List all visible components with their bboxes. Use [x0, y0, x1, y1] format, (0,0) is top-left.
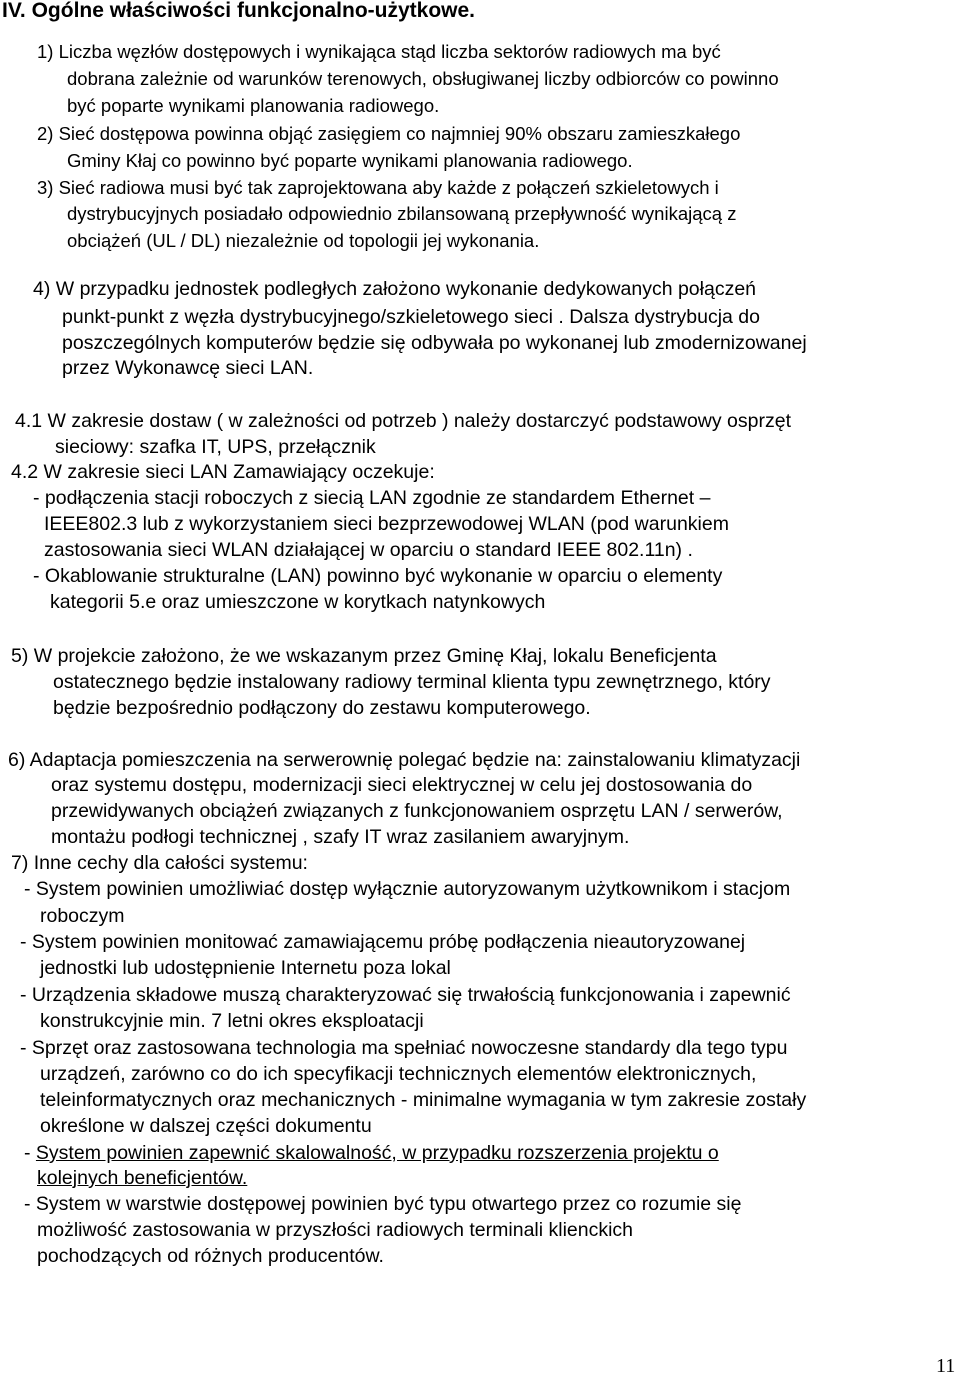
item-2-line-2: Gminy Kłaj co powinno być poparte wynikami planowania radiowego.	[67, 150, 633, 171]
item-5-line-3: będzie bezpośrednio podłączony do zestawu komputerowego.	[53, 697, 591, 719]
item-7-line-7: konstrukcyjnie min. 7 letni okres eksploatacji	[40, 1010, 424, 1032]
item-4-1-line-1: 4.1 W zakresie dostaw ( w zależności od potrzeb ) należy dostarczyć podstawowy osprzęt	[15, 410, 792, 432]
item-7-line-11: określone w dalszej części dokumentu	[40, 1115, 372, 1137]
item-7-line-5: jednostki lub udostępnienie Internetu poza lokal	[40, 957, 451, 979]
item-7-line-6: - Urządzenia składowe muszą charakteryzować się trwałością funkcjonowania i zapewnić	[20, 984, 791, 1006]
item-5-line-2: ostatecznego będzie instalowany radiowy terminal klienta typu zewnętrznego, który	[53, 671, 771, 693]
item-4-2-line-1: 4.2 W zakresie sieci LAN Zamawiający oczekuje:	[11, 461, 435, 483]
item-7-line-10: teleinformatycznych oraz mechanicznych - minimalne wymagania w tym zakresie zostały	[40, 1089, 807, 1111]
item-3-line-1: 3) Sieć radiowa musi być tak zaprojektowana aby każde z połączeń szkieletowych i	[37, 177, 719, 198]
item-4-line-3: poszczególnych komputerów będzie się odbywała po wykonanej lub zmodernizowanej	[62, 332, 807, 354]
item-2-line-1: 2) Sieć dostępowa powinna objąć zasięgiem co najmniej 90% obszaru zamieszkałego	[37, 123, 741, 144]
item-4-line-2: punkt-punkt z węzła dystrybucyjnego/szkieletowego sieci . Dalsza dystrybucja do	[62, 306, 761, 328]
item-7-line-13: kolejnych beneficjentów.	[37, 1167, 248, 1189]
section-title: IV. Ogólne właściwości funkcjonalno-użytkowe.	[2, 0, 475, 22]
item-4-2-line-4: zastosowania sieci WLAN działającej w oparciu o standard IEEE 802.11n) .	[44, 539, 693, 561]
item-7-line-15: możliwość zastosowania w przyszłości radiowych terminali klienckich	[37, 1219, 634, 1241]
page-number: 11	[936, 1355, 956, 1377]
item-4-line-1: 4) W przypadku jednostek podległych założono wykonanie dedykowanych połączeń	[33, 278, 757, 300]
item-7-heading: 7) Inne cechy dla całości systemu:	[11, 852, 308, 874]
item-1-line-3: być poparte wynikami planowania radiowego.	[67, 95, 440, 116]
item-7-underlined-requirement: System powinien zapewnić skalowalność, w przypadku rozszerzenia projektu o	[35, 1142, 719, 1164]
item-3-line-3: obciążeń (UL / DL) niezależnie od topologii jej wykonania.	[67, 230, 540, 251]
item-3-line-2: dystrybucyjnych posiadało odpowiednio zbilansowaną przepływność wynikającą z	[67, 203, 737, 224]
item-6-line-2: oraz systemu dostępu, modernizacji sieci elektrycznej w celu jej dostosowania do	[51, 774, 753, 796]
item-4-2-line-6: kategorii 5.e oraz umieszczone w korytkach natynkowych	[50, 591, 546, 613]
item-4-1-line-2: sieciowy: szafka IT, UPS, przełącznik	[55, 436, 376, 458]
item-1-line-1: 1) Liczba węzłów dostępowych i wynikająca stąd liczba sektorów radiowych ma być	[37, 41, 721, 62]
item-6-line-4: montażu podłogi technicznej , szafy IT wraz zasilaniem awaryjnym.	[51, 826, 630, 848]
item-4-2-line-5: - Okablowanie strukturalne (LAN) powinno być wykonanie w oparciu o elementy	[33, 565, 723, 587]
item-7-line-8: - Sprzęt oraz zastosowana technologia ma spełniać nowoczesne standardy dla tego typu	[20, 1037, 788, 1059]
item-4-2-line-2: - podłączenia stacji roboczych z siecią LAN zgodnie ze standardem Ethernet –	[33, 487, 711, 509]
item-7-line-14: - System w warstwie dostępowej powinien być typu otwartego przez co rozumie się	[24, 1193, 742, 1215]
item-7-bullet: -	[24, 1142, 36, 1164]
item-7-line-9: urządzeń, zarówno co do ich specyfikacji technicznych elementów elektronicznych,	[40, 1063, 757, 1085]
item-4-2-line-3: IEEE802.3 lub z wykorzystaniem sieci bezprzewodowej WLAN (pod warunkiem	[44, 513, 729, 535]
item-7-line-2: - System powinien umożliwiać dostęp wyłącznie autoryzowanym użytkownikom i stacjom	[24, 878, 791, 900]
item-6-line-1: 6) Adaptacja pomieszczenia na serwerownię polegać będzie na: zainstalowaniu klimatyzacji	[8, 749, 801, 771]
item-1-line-2: dobrana zależnie od warunków terenowych, obsługiwanej liczby odbiorców co powinno	[67, 68, 779, 89]
item-5-line-1: 5) W projekcie założono, że we wskazanym przez Gminę Kłaj, lokalu Beneficjenta	[11, 645, 717, 667]
item-7-line-4: - System powinien monitować zamawiającemu próbę podłączenia nieautoryzowanej	[20, 931, 746, 953]
item-7-line-12	[24, 1142, 719, 1165]
item-7-line-16: pochodzących od różnych producentów.	[37, 1245, 384, 1267]
item-4-line-4: przez Wykonawcę sieci LAN.	[62, 357, 314, 379]
item-7-line-3: roboczym	[40, 905, 125, 927]
item-6-line-3: przewidywanych obciążeń związanych z funkcjonowaniem osprzętu LAN / serwerów,	[51, 800, 783, 822]
